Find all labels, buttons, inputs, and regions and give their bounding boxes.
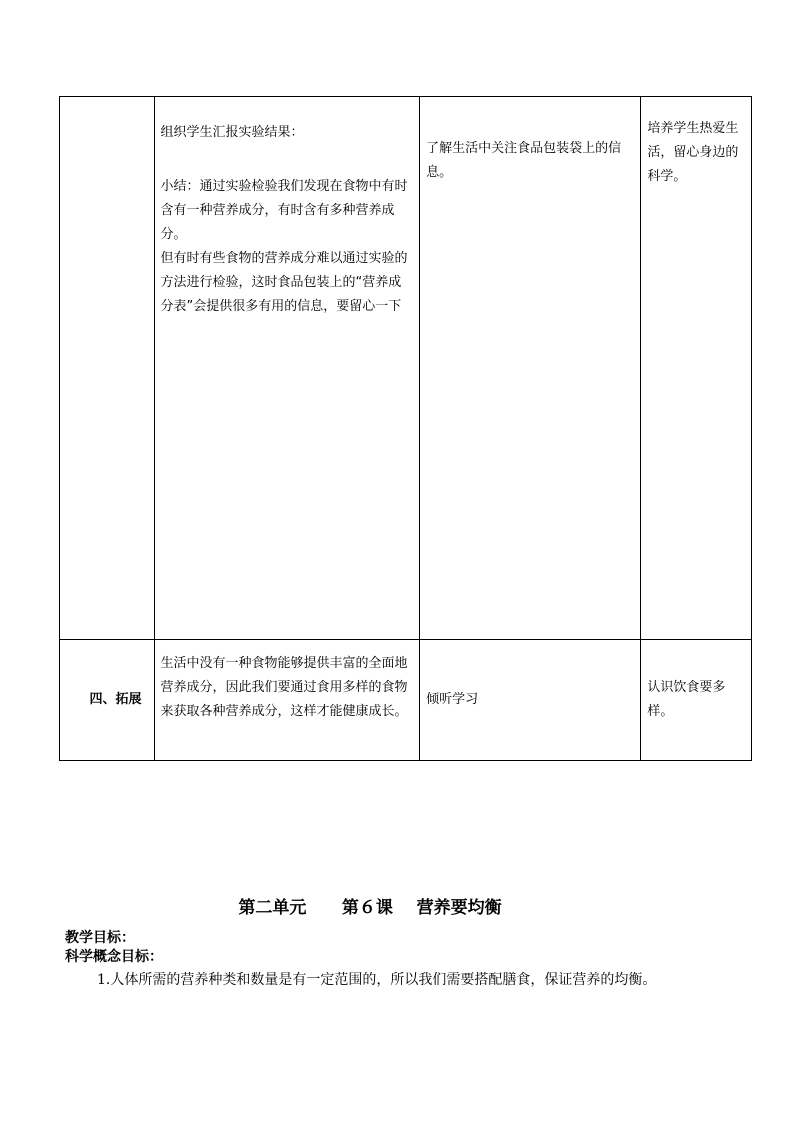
design-intent-cell bbox=[641, 97, 752, 640]
student-activity-text: 倾听学习 bbox=[426, 692, 479, 707]
table-row bbox=[60, 640, 752, 761]
lesson-plan-table bbox=[59, 96, 752, 761]
stage-cell bbox=[60, 97, 155, 640]
lesson-label: 第６课 bbox=[341, 898, 393, 918]
student-activity-cell bbox=[420, 640, 641, 761]
stage-label: 四、拓展 bbox=[89, 692, 142, 707]
goals-heading: 教学目标： bbox=[65, 930, 135, 946]
stage-cell bbox=[60, 640, 155, 761]
teacher-activity-text: 生活中没有一种食物能够提供丰富的全面地营养成分，因此我们要通过食用多样的食物来获取各种营养成分，这样才能健康成长。 bbox=[160, 656, 408, 719]
teacher-activity-text: 组织学生汇报实验结果： bbox=[160, 125, 304, 140]
student-activity-text: 了解生活中关注食品包装袋上的信息。 bbox=[426, 141, 622, 180]
concept-heading: 科学概念目标： bbox=[65, 949, 163, 965]
unit-label: 第二单元 bbox=[238, 898, 307, 918]
teacher-activity-cell bbox=[154, 640, 420, 761]
design-intent-text: 培养学生热爱生活，留心身边的科学。 bbox=[647, 121, 739, 184]
teacher-activity-text: 小结：通过实验检验我们发现在食物中有时含有一种营养成分，有时含有多种营养成分。 bbox=[160, 179, 408, 242]
lesson-title bbox=[0, 893, 740, 918]
topic-label: 营养要均衡 bbox=[416, 898, 502, 918]
teacher-activity-cell bbox=[154, 97, 420, 640]
design-intent-cell bbox=[641, 640, 752, 761]
table-row bbox=[60, 97, 752, 640]
concept-goal-text: 1.人体所需的营养种类和数量是有一定范围的，所以我们需要搭配膳食，保证营养的均衡。 bbox=[97, 972, 657, 988]
teacher-activity-text: 但有时有些食物的营养成分难以通过实验的方法进行检验，这时食品包装上的“营养成分表”会提供很多有用的信息，要留心一下 bbox=[160, 251, 408, 314]
design-intent-text: 认识饮食要多样。 bbox=[647, 680, 726, 719]
student-activity-cell bbox=[420, 97, 641, 640]
